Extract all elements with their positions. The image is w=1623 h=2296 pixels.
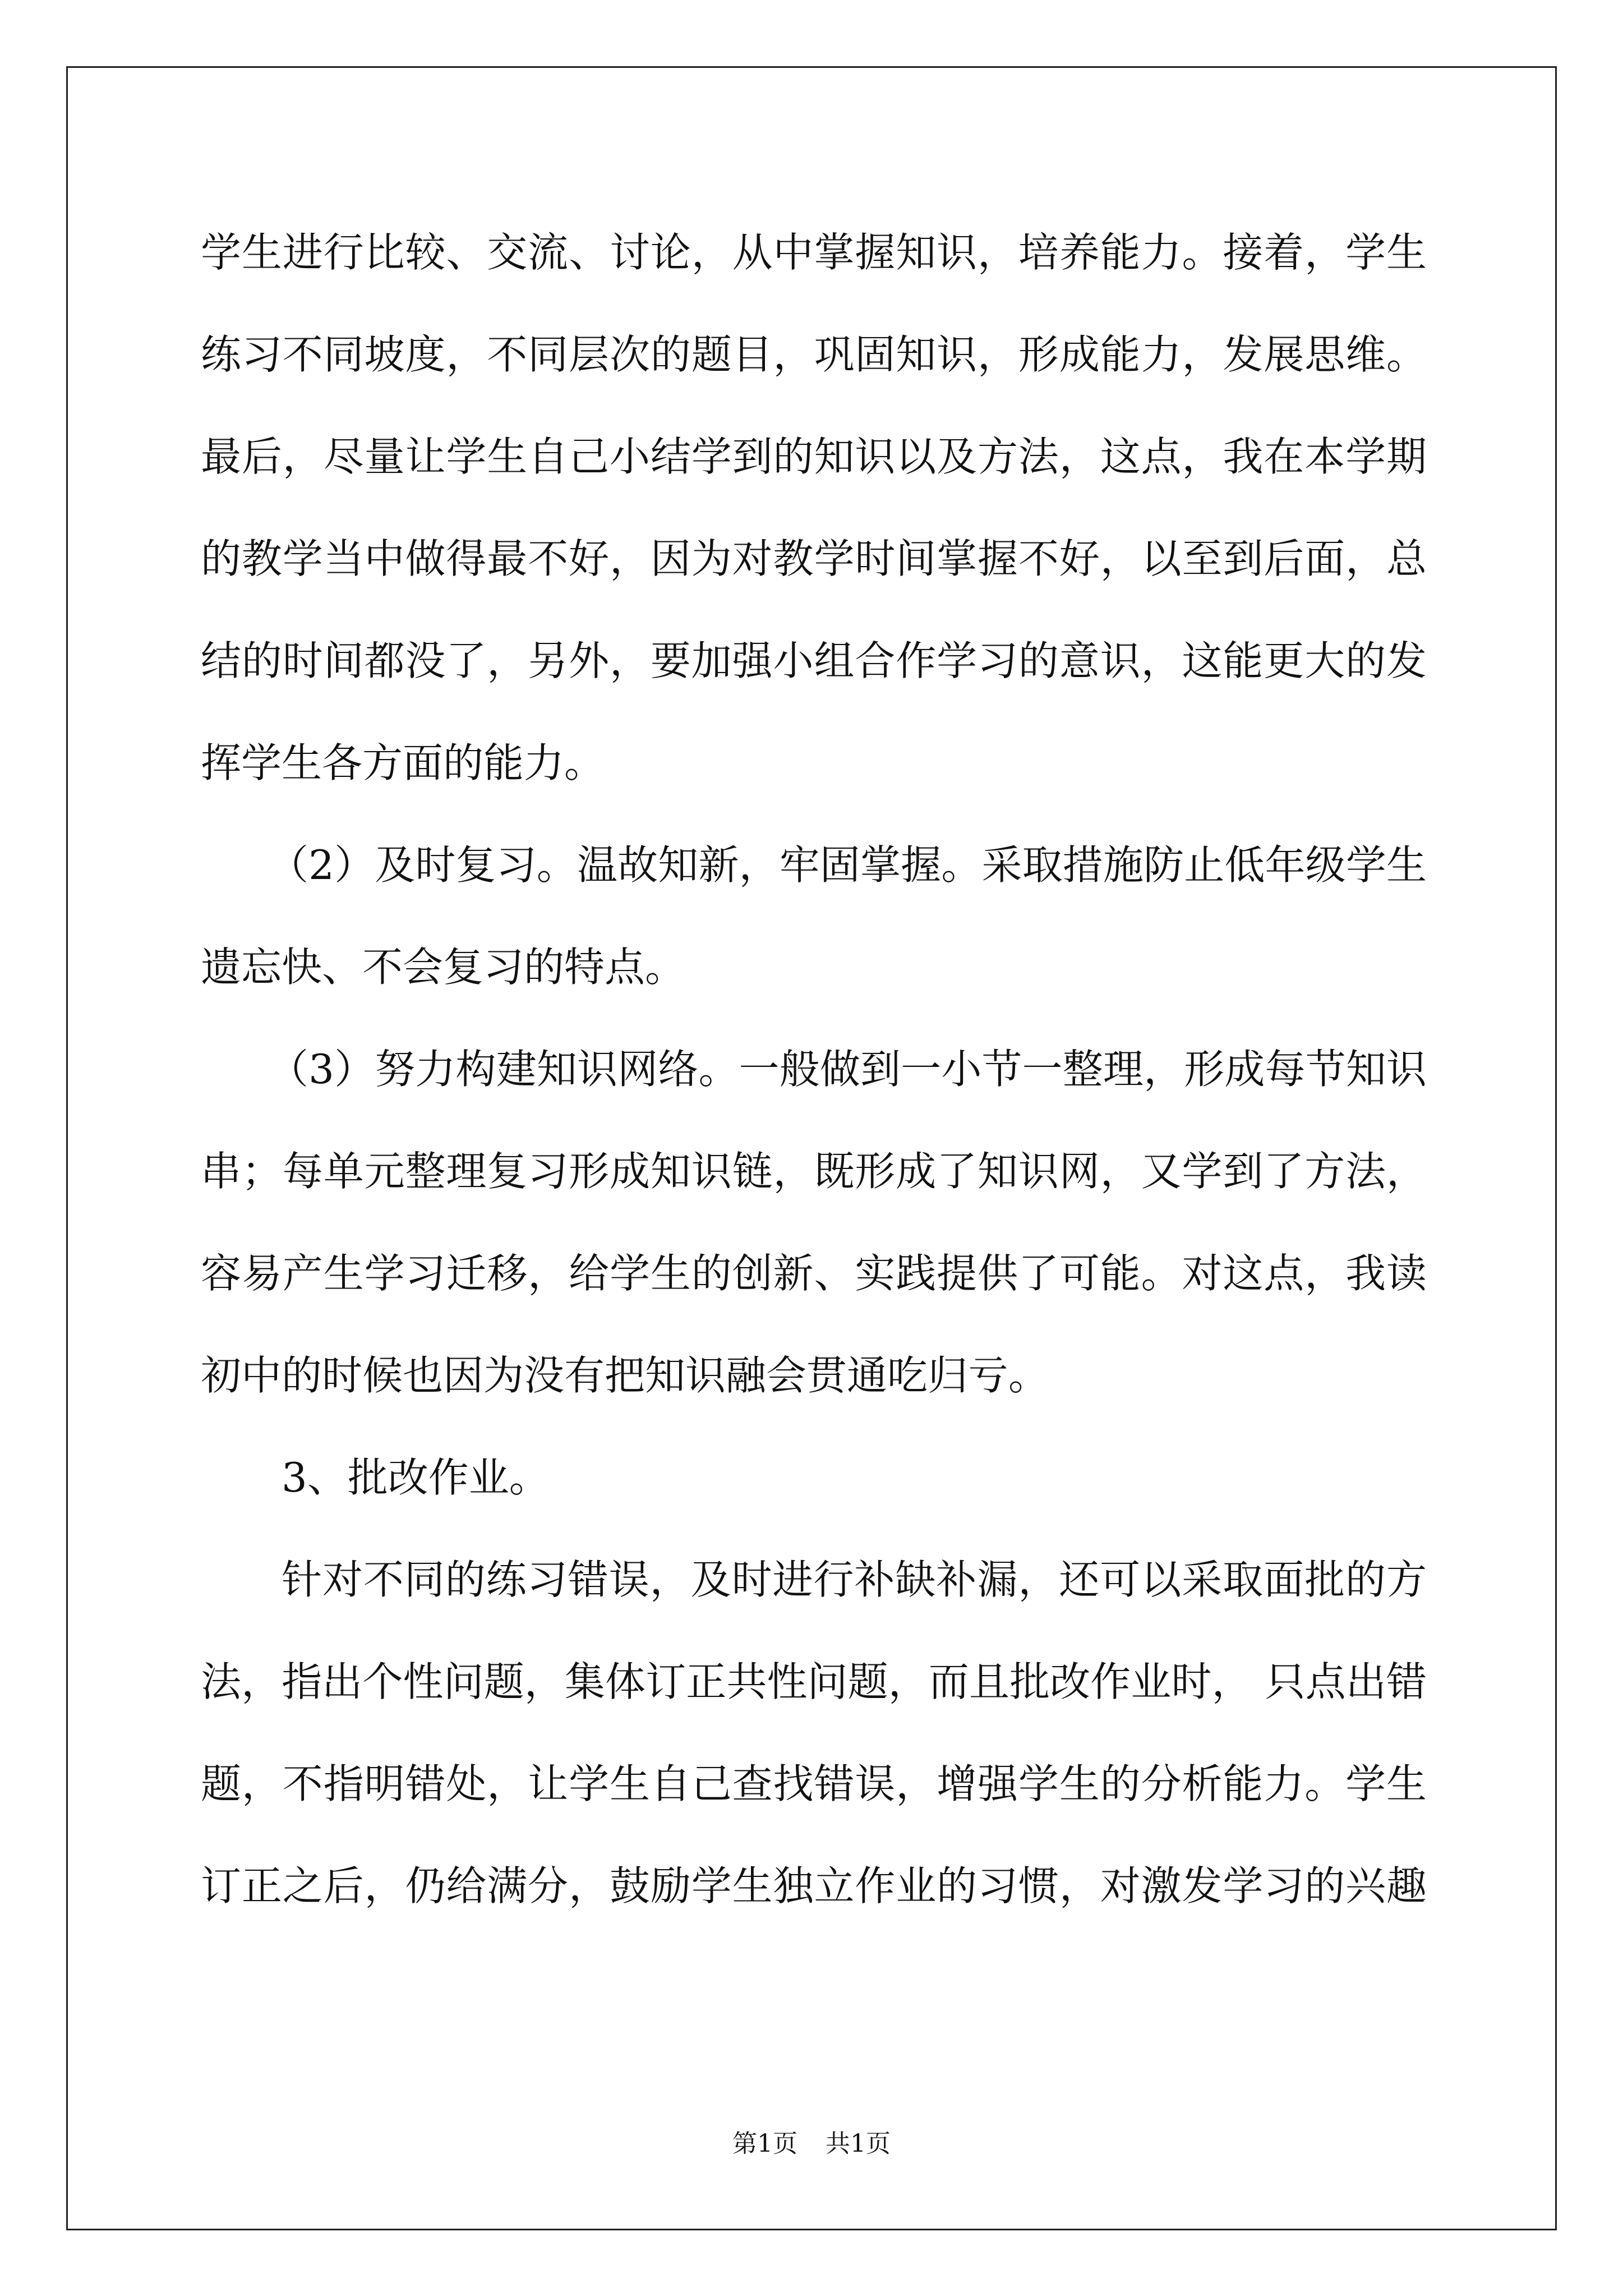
page-total: 共1页 <box>826 2129 891 2158</box>
paragraph-first-line: （3）努力构建知识网络。一般做到一小节一整理，形成每节知识 <box>268 1046 1427 1093</box>
paragraph-first-line: （2）及时复习。温故知新，牢固掌握。采取措施防止低年级学生 <box>268 841 1427 889</box>
text-line: 题，不指明错处，让学生自己查找错误，增强学生的分析能力。学生 <box>201 1760 1427 1807</box>
text-line: 遗忘快、不会复习的特点。 <box>201 944 686 991</box>
text-line: 练习不同坡度，不同层次的题目，巩固知识，形成能力，发展思维。 <box>201 331 1427 378</box>
text-line: 法，指出个性问题，集体订正共性问题，而且批改作业时， 只点出错 <box>201 1658 1427 1705</box>
text-line: 挥学生各方面的能力。 <box>201 739 605 786</box>
section-heading: 3、批改作业。 <box>282 1454 550 1501</box>
text-line: 结的时间都没了，另外，要加强小组合作学习的意识，这能更大的发 <box>201 637 1427 684</box>
text-line: 的教学当中做得最不好，因为对教学时间掌握不好，以至到后面，总 <box>201 535 1427 582</box>
paragraph-first-line: 针对不同的练习错误，及时进行补缺补漏，还可以采取面批的方 <box>282 1556 1427 1603</box>
page-number: 第1页 <box>732 2129 797 2158</box>
text-line: 学生进行比较、交流、讨论，从中掌握知识，培养能力。接着，学生 <box>201 229 1427 276</box>
text-line: 容易产生学习迁移，给学生的创新、实践提供了可能。对这点，我读 <box>201 1250 1427 1297</box>
text-line: 串；每单元整理复习形成知识链，既形成了知识网，又学到了方法， <box>201 1148 1427 1195</box>
text-line: 最后，尽量让学生自己小结学到的知识以及方法，这点，我在本学期 <box>201 433 1427 480</box>
text-line: 订正之后，仍给满分，鼓励学生独立作业的习惯，对激发学习的兴趣 <box>201 1862 1427 1910</box>
page-footer <box>0 2127 1623 2161</box>
text-line: 初中的时候也因为没有把知识融会贯通吃归亏。 <box>201 1352 1049 1399</box>
